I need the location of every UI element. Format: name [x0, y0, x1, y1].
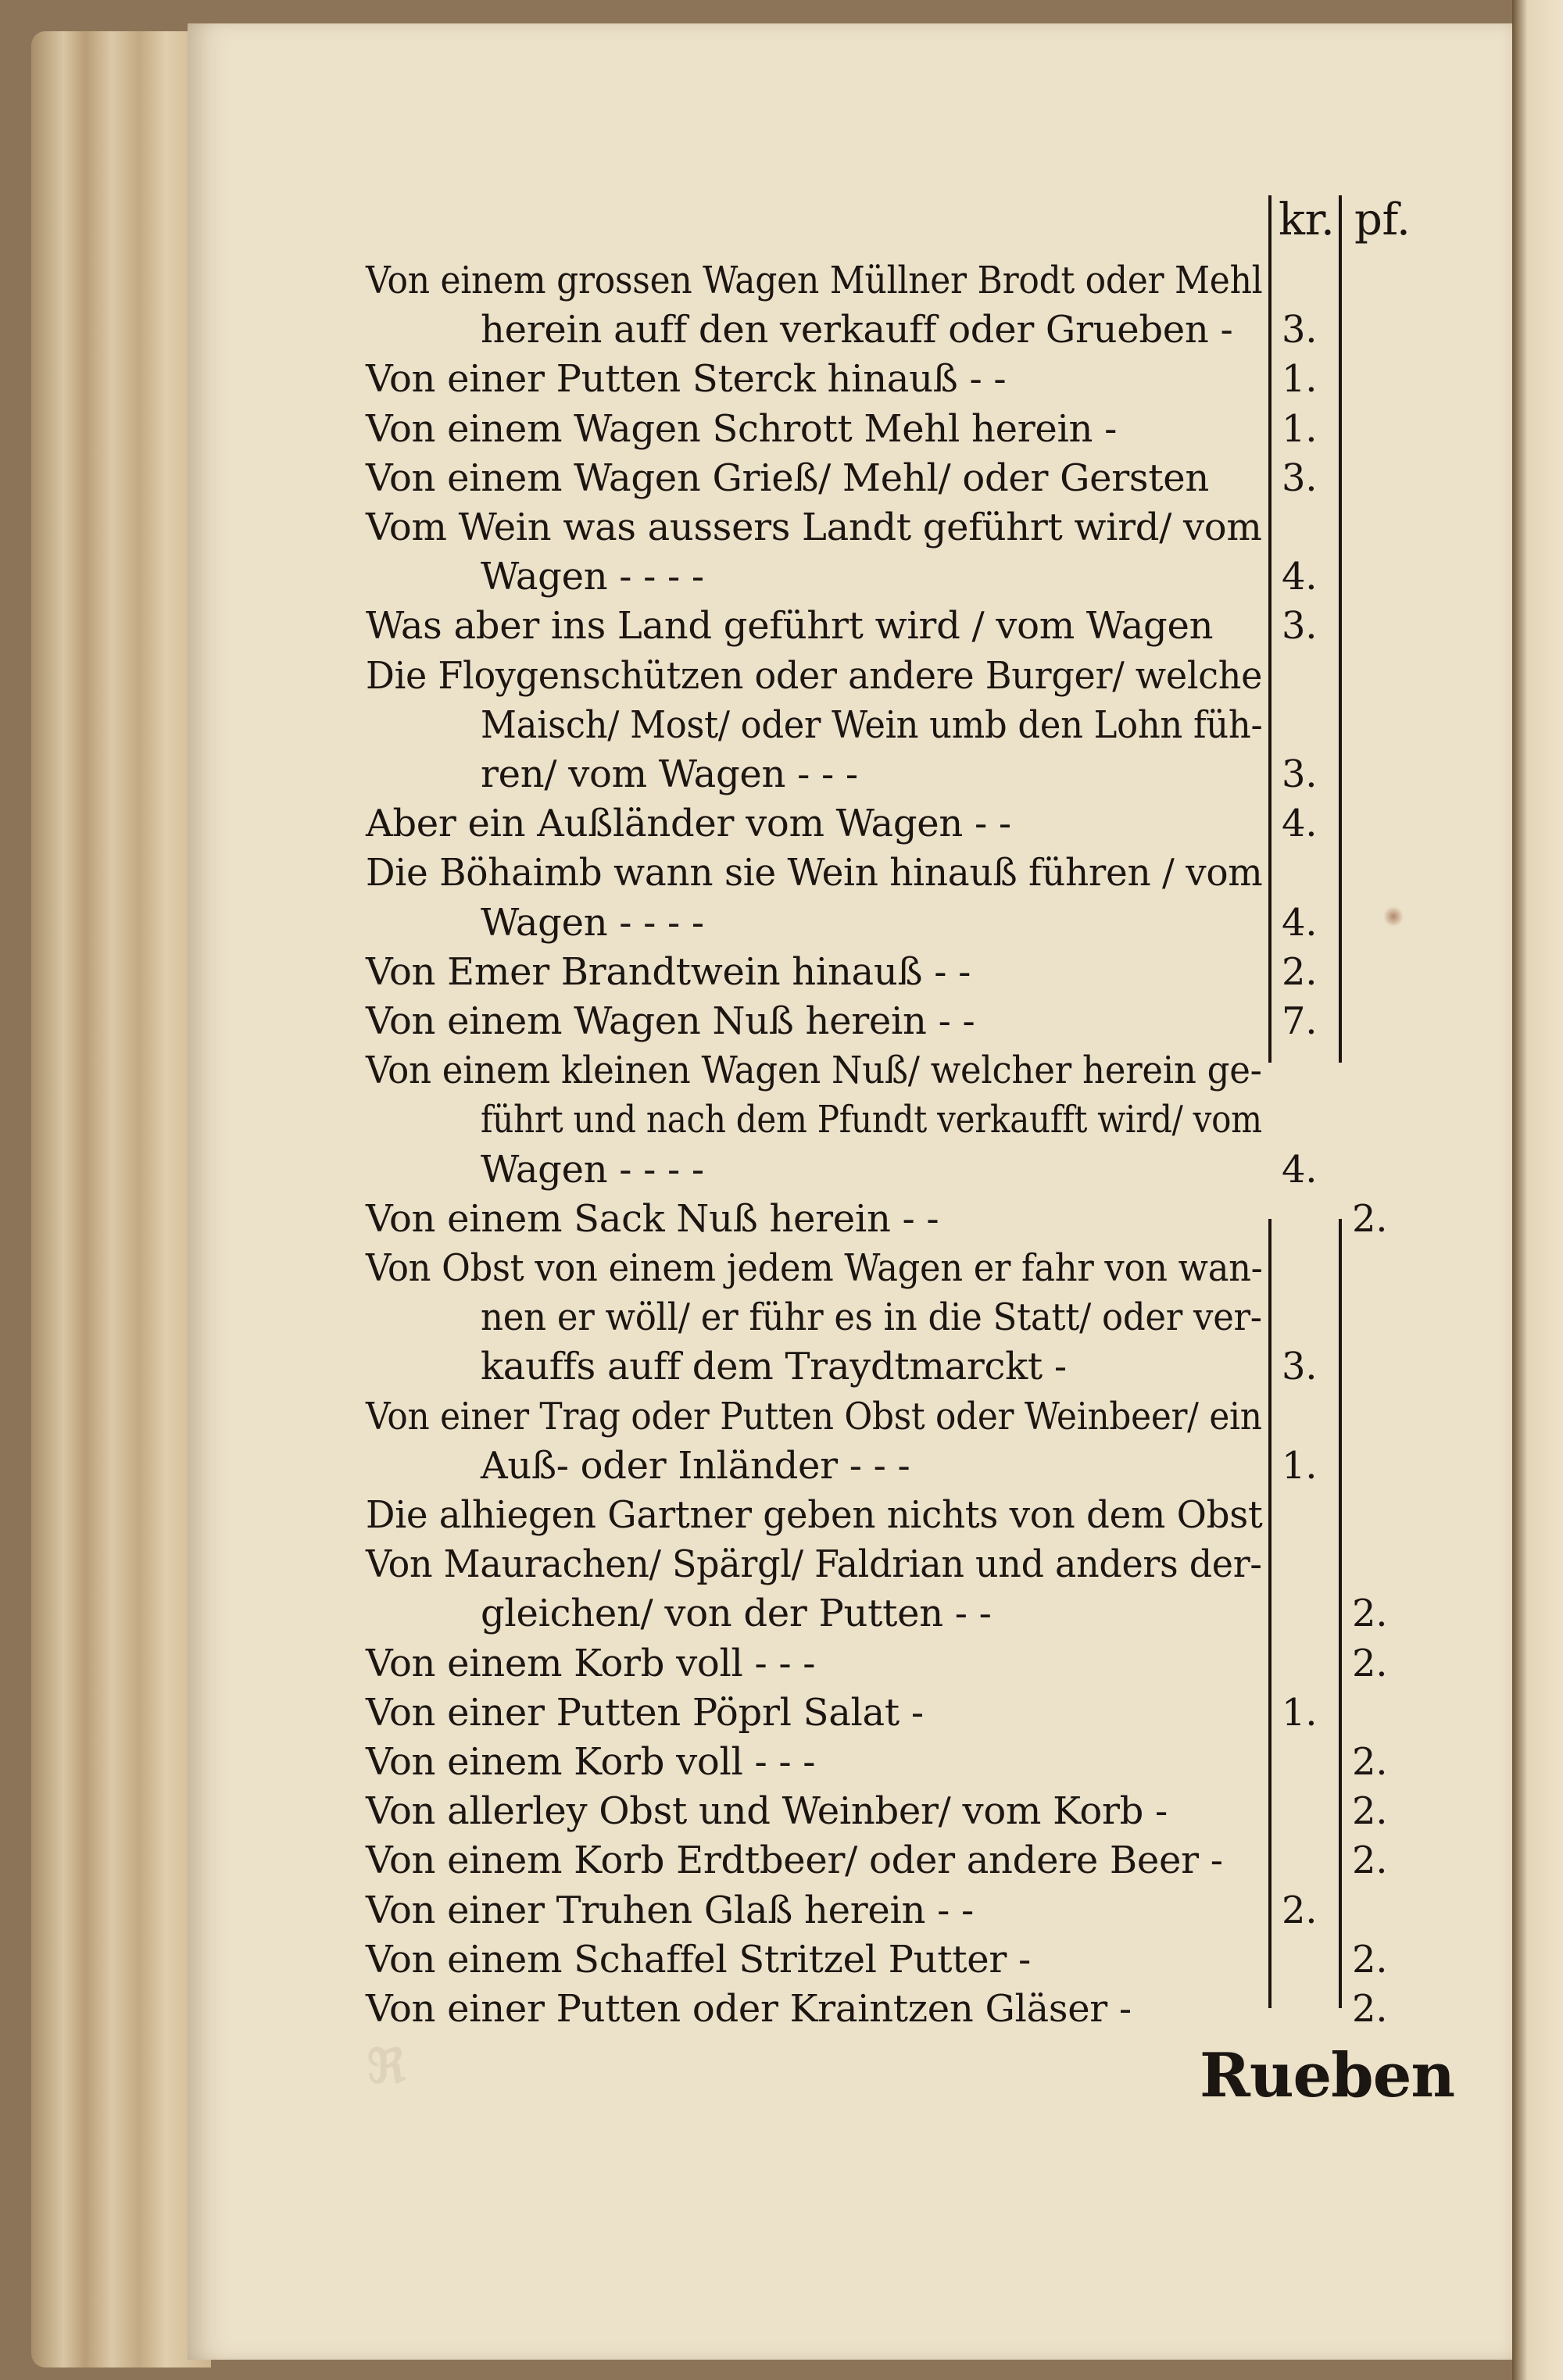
table-row: Von einer Truhen Glaß herein - - — [366, 1889, 974, 1932]
table-row: Von einem Schaffel Stritzel Putter - — [366, 1938, 1031, 1982]
column-rule — [1339, 1219, 1342, 2008]
table-row: Von Obst von einem jedem Wagen er fahr von wan- — [366, 1246, 1263, 1290]
kreuzer-value: 2. — [1282, 950, 1318, 994]
kreuzer-value: 1. — [1282, 407, 1318, 451]
table-row: Die Böhaimb wann sie Wein hinauß führen / vom — [366, 851, 1263, 895]
table-row: Von einem Wagen Schrott Mehl herein - — [366, 407, 1118, 451]
column-rule — [1268, 1219, 1272, 2008]
table-row: Von einem Korb voll - - - — [366, 1740, 816, 1784]
pfennig-value: 2. — [1352, 1592, 1388, 1635]
table-row: Was aber ins Land geführt wird / vom Wagen — [366, 604, 1214, 648]
table-row: herein auff den verkauff oder Grueben - — [481, 308, 1233, 352]
table-row: Auß- oder Inländer - - - — [481, 1444, 910, 1488]
table-row: Wagen - - - - — [481, 901, 704, 945]
table-row: nen er wöll/ er führ es in die Statt/ oder ver- — [481, 1295, 1262, 1339]
table-row: Von einem Wagen Nuß herein - - — [366, 999, 975, 1043]
kreuzer-value: 3. — [1282, 456, 1318, 500]
table-row: gleichen/ von der Putten - - — [481, 1592, 992, 1635]
header-pf: pf. — [1354, 195, 1411, 245]
kreuzer-value: 2. — [1282, 1889, 1318, 1932]
header-kr: kr. — [1279, 195, 1335, 245]
column-rule — [1268, 195, 1272, 1063]
pfennig-value: 2. — [1352, 1938, 1388, 1982]
kreuzer-value: 7. — [1282, 999, 1318, 1043]
kreuzer-value: 3. — [1282, 604, 1318, 648]
kreuzer-value: 4. — [1282, 901, 1318, 945]
column-rule — [1339, 195, 1342, 1063]
kreuzer-value: 3. — [1282, 1345, 1318, 1388]
catchword: Rueben — [1200, 2040, 1455, 2111]
pfennig-value: 2. — [1352, 1197, 1388, 1241]
facing-page-edge — [1512, 0, 1563, 2380]
table-row: Von einer Putten oder Kraintzen Gläser - — [366, 1987, 1132, 2031]
table-row: Die alhiegen Gartner geben nichts von dem Obst — [366, 1493, 1263, 1537]
table-row: Von Emer Brandtwein hinauß - - — [366, 950, 971, 994]
table-row: Vom Wein was aussers Landt geführt wird/ vom — [366, 506, 1262, 549]
table-row: Von einem grossen Wagen Müllner Brodt oder Mehl — [366, 259, 1263, 302]
table-row: Von einer Putten Sterck hinauß - - — [366, 357, 1007, 401]
pfennig-value: 2. — [1352, 1839, 1388, 1882]
kreuzer-value: 1. — [1282, 1691, 1318, 1735]
table-row: Maisch/ Most/ oder Wein umb den Lohn füh- — [481, 703, 1263, 747]
pfennig-value: 2. — [1352, 1789, 1388, 1833]
table-row: Von einer Trag oder Putten Obst oder Weinbeer/ ein — [366, 1395, 1262, 1438]
table-row: Von einem Korb voll - - - — [366, 1642, 816, 1685]
table-row: Von Maurachen/ Spärgl/ Faldrian und anders der- — [366, 1542, 1262, 1586]
pfennig-value: 2. — [1352, 1642, 1388, 1685]
kreuzer-value: 4. — [1282, 802, 1318, 845]
table-row: Die Floygenschützen oder andere Burger/ welche — [366, 654, 1263, 698]
kreuzer-value: 3. — [1282, 752, 1318, 796]
table-row: Von allerley Obst und Weinber/ vom Korb - — [366, 1789, 1168, 1833]
table-row: Von einem Wagen Grieß/ Mehl/ oder Gersten — [366, 456, 1209, 500]
table-row: Von einer Putten Pöprl Salat - — [366, 1691, 924, 1735]
kreuzer-value: 1. — [1282, 357, 1318, 401]
pfennig-value: 2. — [1352, 1987, 1388, 2031]
book-edge — [31, 31, 211, 2367]
table-row: Aber ein Außländer vom Wagen - - — [366, 802, 1011, 845]
table-row: Wagen - - - - — [481, 1148, 704, 1192]
table-row: führt und nach dem Pfundt verkaufft wird/ vom — [481, 1098, 1262, 1142]
paper-stain — [1383, 906, 1404, 927]
bleed-through: ℜ — [367, 2039, 406, 2094]
kreuzer-value: 1. — [1282, 1444, 1318, 1488]
pfennig-value: 2. — [1352, 1740, 1388, 1784]
kreuzer-value: 4. — [1282, 555, 1318, 599]
kreuzer-value: 4. — [1282, 1148, 1318, 1192]
table-row: kauffs auff dem Traydtmarckt - — [481, 1345, 1067, 1388]
kreuzer-value: 3. — [1282, 308, 1318, 352]
table-row: Von einem kleinen Wagen Nuß/ welcher herein ge- — [366, 1049, 1262, 1092]
table-row: Von einem Korb Erdtbeer/ oder andere Beer - — [366, 1839, 1223, 1882]
table-row: Wagen - - - - — [481, 555, 704, 599]
table-row: Von einem Sack Nuß herein - - — [366, 1197, 939, 1241]
table-row: ren/ vom Wagen - - - — [481, 752, 858, 796]
